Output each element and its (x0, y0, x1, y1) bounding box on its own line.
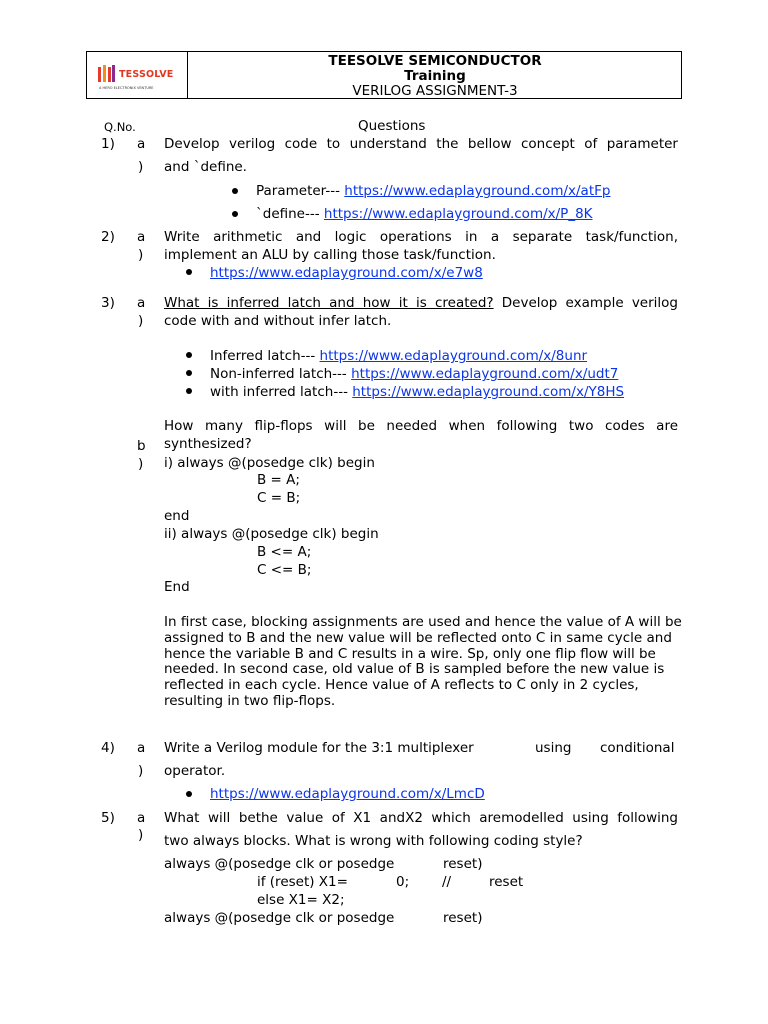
code-line: reset) (443, 856, 483, 872)
code-line: else X1= X2; (257, 892, 345, 908)
q4-text-line1-part2: using (535, 740, 572, 756)
bullet (186, 791, 192, 797)
bullet (186, 370, 192, 376)
q4-text-line1-part1: Write a Verilog module for the 3:1 multiplexer (164, 740, 474, 756)
questions-column-header: Questions (358, 118, 426, 134)
q4-number: 4) (101, 740, 115, 756)
q3-bullet-inferred (210, 347, 587, 365)
q5-sub-paren: ) (138, 827, 144, 843)
code-line: C <= B; (257, 562, 312, 578)
q1-bullet-define (256, 205, 593, 223)
q3-answer-paragraph: In first case, blocking assignments are used and hence the value of A will be assigned to B and the new value will be reflected onto C in same cycle and hence the variable B and C results in a wire. Sp, only one flip flow will be needed. In second case, old value of B is sampled before the new value is reflected in each cycle. Hence value of A reflects to C only in 2 cycles, resulting in two flip-flops. (164, 614, 682, 709)
q3-with-inferred-link[interactable]: https://www.edaplayground.com/x/Y8HS (352, 384, 625, 400)
code-line: 0; (396, 874, 410, 890)
q3b-text-line1: How many flip-flops will be needed when following two codes are (164, 418, 678, 434)
training-title: Training (404, 68, 466, 84)
q4-sub-paren: ) (138, 763, 144, 779)
q3-number: 3) (101, 295, 115, 311)
q5-sub-a: a (137, 810, 146, 826)
code-line: if (reset) X1= (257, 874, 348, 890)
q1-sub-paren: ) (138, 159, 144, 175)
q4-text-line1-part3: conditional (600, 740, 675, 756)
code-line: reset) (443, 910, 483, 926)
q3-bullet-non-inferred (210, 365, 618, 383)
bullet (186, 269, 192, 275)
q2-number: 2) (101, 229, 115, 245)
code-line: B <= A; (257, 544, 312, 560)
q3-text-line2: code with and without infer latch. (164, 313, 392, 329)
q3-with-inferred-label: with inferred latch--- (210, 384, 353, 400)
q2-bullet (210, 264, 483, 282)
q1-bullet-define-label: `define--- (256, 206, 324, 222)
qno-column-header: Q.No. (104, 120, 136, 134)
code-line: ii) always @(posedge clk) begin (164, 526, 379, 542)
code-line: end (164, 508, 190, 524)
logo-tagline: A HERO ELECTRONIX VENTURE (99, 86, 154, 90)
q3-inferred-label: Inferred latch--- (210, 348, 320, 364)
q1-bullet-parameter (256, 182, 610, 200)
q3-text-line1 (164, 295, 678, 311)
code-line: End (164, 579, 190, 595)
q5-text-line1: What will bethe value of X1 andX2 which aremodelled using following (164, 810, 678, 826)
q3-underlined-question: What is inferred latch and how it is created? (164, 295, 494, 311)
q2-sub-paren: ) (138, 247, 144, 263)
logo-wordmark: TESSOLVE (119, 69, 174, 80)
q4-sub-a: a (137, 740, 146, 756)
q3b-text-line2: synthesized? (164, 436, 252, 452)
company-name: TEESOLVE SEMICONDUCTOR (328, 53, 542, 69)
q1-number: 1) (101, 136, 115, 152)
q2-alu-link[interactable]: https://www.edaplayground.com/x/e7w8 (210, 265, 483, 281)
code-line: B = A; (257, 472, 300, 488)
q3-non-inferred-link[interactable]: https://www.edaplayground.com/x/udt7 (351, 366, 619, 382)
q5-text-line2: two always blocks. What is wrong with following coding style? (164, 833, 583, 849)
q3-text-line1-rest: Develop example verilog (493, 295, 678, 311)
q2-text-line2: implement an ALU by calling those task/function. (164, 247, 496, 263)
q3-non-inferred-label: Non-inferred latch--- (210, 366, 352, 382)
bullet (232, 188, 238, 194)
code-line: always @(posedge clk or posedge (164, 910, 395, 926)
header-table (86, 51, 682, 99)
q3-sub-paren: ) (138, 313, 144, 329)
bullet (186, 352, 192, 358)
bullet (186, 388, 192, 394)
q1-text-line1: Develop verilog code to understand the bellow concept of parameter (164, 136, 678, 152)
code-line: i) always @(posedge clk) begin (164, 455, 375, 471)
bullet (232, 211, 238, 217)
q2-text-line1: Write arithmetic and logic operations in a separate task/function, (164, 229, 678, 245)
q5-number: 5) (101, 810, 115, 826)
code-line: always @(posedge clk or posedge (164, 856, 395, 872)
code-line: // (442, 874, 452, 890)
q1-sub-a: a (137, 136, 146, 152)
logo-mark-icon (97, 64, 117, 84)
q1-bullet-parameter-label: Parameter--- (256, 183, 345, 199)
q3-sub-a: a (137, 295, 146, 311)
q3-sub-b: b (137, 438, 146, 454)
q4-mux-link[interactable]: https://www.edaplayground.com/x/LmcD (210, 786, 485, 802)
q1-parameter-link[interactable]: https://www.edaplayground.com/x/atFp (344, 183, 611, 199)
q4-bullet (210, 785, 485, 803)
q3-inferred-link[interactable]: https://www.edaplayground.com/x/8unr (319, 348, 588, 364)
code-line: C = B; (257, 490, 301, 506)
q3-sub-b-paren: ) (138, 456, 144, 472)
q1-define-link[interactable]: https://www.edaplayground.com/x/P_8K (323, 206, 593, 222)
code-line: reset (489, 874, 524, 890)
q2-sub-a: a (137, 229, 146, 245)
q1-text-line2: and `define. (164, 159, 247, 175)
company-logo (97, 64, 177, 92)
q4-text-line2: operator. (164, 763, 226, 779)
q3-bullet-with-inferred (210, 383, 624, 401)
assignment-title: VERILOG ASSIGNMENT-3 (352, 83, 518, 99)
